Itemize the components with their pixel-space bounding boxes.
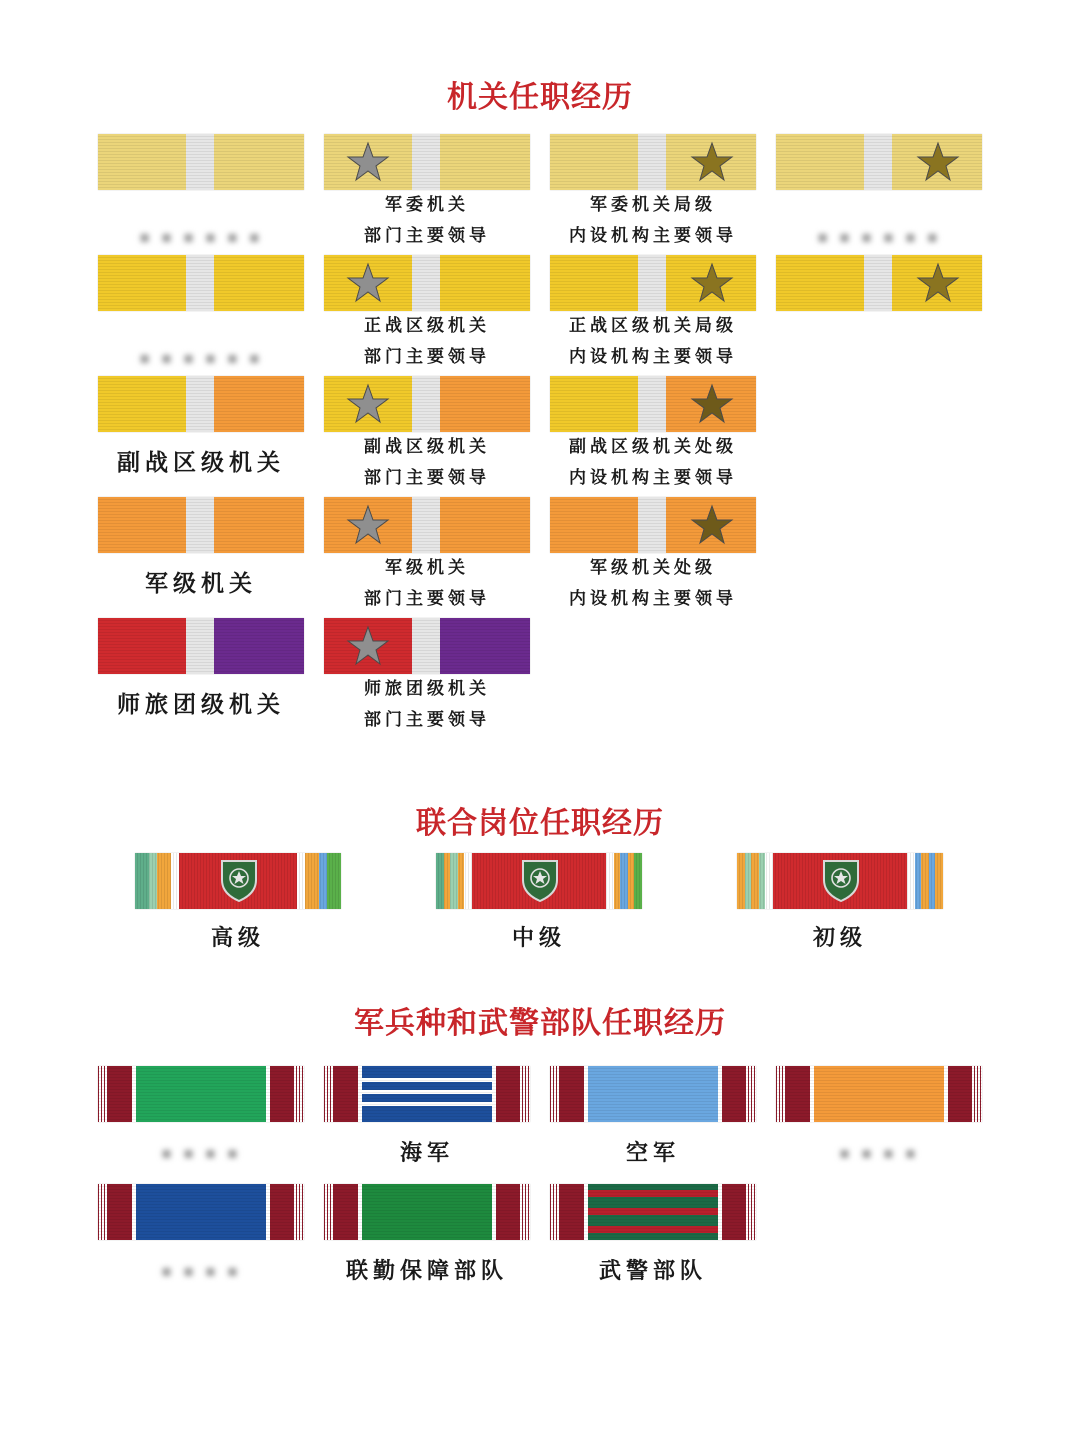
ribbon-white-line: [944, 1066, 948, 1122]
ribbon-maroon-band: [270, 1184, 294, 1240]
joint-stripe: [921, 853, 929, 909]
ribbon-center-stripe: [412, 618, 440, 674]
ribbon-maroon-band: [108, 1066, 132, 1122]
joint-stripe: [737, 853, 745, 909]
ribbon-center-stripe: [186, 376, 214, 432]
joint-level-label: 高级: [210, 925, 265, 951]
ribbon-center-band: [362, 1184, 492, 1240]
joint-stripe: [751, 853, 759, 909]
branch-label: 空军: [625, 1140, 680, 1166]
organ-ribbon: [98, 134, 304, 190]
ribbon-white-line: [718, 1066, 722, 1122]
emblem-shield-icon: [822, 858, 860, 902]
emblem-shield-icon: [220, 858, 258, 902]
ribbon-label-line: 军委机关局级: [590, 195, 716, 215]
star-icon: [916, 140, 960, 184]
ribbon-label-line: 内设机构主要领导: [569, 468, 737, 488]
ribbon-white-line: [362, 1078, 492, 1082]
organ-ribbon: [98, 255, 304, 311]
ribbon-center-stripe: [186, 497, 214, 553]
ribbon-maroon-band: [334, 1184, 358, 1240]
ribbon-maroon-band: [560, 1066, 584, 1122]
joint-stripe: [436, 853, 444, 909]
organ-ribbon: [324, 255, 530, 311]
joint-stripe: [171, 853, 179, 909]
organ-ribbon: [324, 618, 530, 674]
ribbon-label-line: 内设机构主要领导: [569, 589, 737, 609]
ribbon-center-stripe: [638, 255, 666, 311]
ribbon-right-band: [440, 255, 530, 311]
ribbon-label: 师旅团级机关: [117, 691, 285, 718]
star-icon: [346, 382, 390, 426]
ribbon-center-stripe: [864, 255, 892, 311]
joint-stripe: [135, 853, 149, 909]
joint-stripe: [149, 853, 157, 909]
joint-stripe: [297, 853, 305, 909]
ribbon-center-stripe: [412, 134, 440, 190]
ribbon-maroon-band: [722, 1066, 746, 1122]
joint-stripe: [606, 853, 614, 909]
star-icon: [690, 382, 734, 426]
star-icon: [346, 503, 390, 547]
ribbon-label-line: 部门主要领导: [364, 710, 490, 730]
ribbon-label-line: 部门主要领导: [364, 226, 490, 246]
ribbon-center-band: [588, 1184, 718, 1240]
organ-ribbon: [98, 497, 304, 553]
blurred-label: ▪ ▪ ▪ ▪: [161, 1261, 241, 1280]
joint-stripe: [464, 853, 472, 909]
section-title-organ: 机关任职经历: [447, 80, 633, 115]
blurred-label: ▪ ▪ ▪ ▪: [839, 1143, 919, 1162]
ribbon-maroon-band: [334, 1066, 358, 1122]
joint-level-label: 初级: [812, 925, 867, 951]
ribbon-left-band: [98, 134, 186, 190]
ribbon-label-line: 师旅团级机关: [364, 679, 490, 699]
ribbon-white-line: [362, 1102, 492, 1106]
branch-ribbon: [98, 1184, 304, 1240]
ribbon-center-band: [362, 1066, 492, 1122]
organ-ribbon: [98, 376, 304, 432]
star-icon: [690, 261, 734, 305]
branch-ribbon: [776, 1066, 982, 1122]
organ-ribbon: [98, 618, 304, 674]
section-title-branch: 军兵种和武警部队任职经历: [354, 1006, 726, 1041]
section-title-joint: 联合岗位任职经历: [416, 806, 664, 841]
joint-stripe: [620, 853, 628, 909]
ribbon-label: 军级机关: [145, 570, 257, 597]
joint-stripe: [319, 853, 327, 909]
ribbon-left-band: [98, 618, 186, 674]
star-icon: [916, 261, 960, 305]
ribbon-maroon-band: [270, 1066, 294, 1122]
ribbon-maroon-band: [560, 1184, 584, 1240]
joint-stripe: [614, 853, 620, 909]
ribbon-right-band: [440, 497, 530, 553]
blurred-label: ▪ ▪ ▪ ▪ ▪ ▪: [139, 227, 263, 246]
joint-stripe: [915, 853, 921, 909]
blurred-label: ▪ ▪ ▪ ▪ ▪ ▪: [139, 348, 263, 367]
organ-ribbon: [324, 134, 530, 190]
organ-ribbon: [324, 497, 530, 553]
ribbon-white-line: [362, 1090, 492, 1094]
blurred-label: ▪ ▪ ▪ ▪ ▪ ▪: [817, 227, 941, 246]
ribbon-label-line: 正战区级机关: [364, 316, 490, 336]
joint-stripe: [157, 853, 171, 909]
emblem-shield-icon: [521, 858, 559, 902]
ribbon-center-stripe: [186, 255, 214, 311]
branch-ribbon: [550, 1066, 756, 1122]
branch-label: 联勤保障部队: [345, 1258, 508, 1284]
ribbon-label-line: 部门主要领导: [364, 589, 490, 609]
joint-stripe: [628, 853, 634, 909]
joint-stripe: [929, 853, 935, 909]
ribbon-center-band: [136, 1066, 266, 1122]
organ-ribbon: [776, 255, 982, 311]
ribbon-left-band: [98, 497, 186, 553]
ribbon-left-band: [550, 255, 638, 311]
ribbon-white-line: [492, 1184, 496, 1240]
ribbon-maroon-band: [948, 1066, 972, 1122]
ribbon-label-line: 军级机关: [385, 558, 469, 578]
organ-ribbon: [776, 134, 982, 190]
joint-ribbon: [135, 853, 341, 909]
ribbon-center-stripe: [186, 618, 214, 674]
star-icon: [346, 261, 390, 305]
organ-ribbon: [324, 376, 530, 432]
organ-ribbon: [550, 497, 756, 553]
branch-label: 武警部队: [598, 1258, 707, 1284]
organ-ribbon: [550, 376, 756, 432]
joint-stripe: [327, 853, 341, 909]
joint-level-label: 中级: [511, 925, 566, 951]
organ-ribbon: [550, 134, 756, 190]
joint-ribbon: [737, 853, 943, 909]
ribbon-right-band: [440, 618, 530, 674]
ribbon-left-band: [776, 134, 864, 190]
ribbon-label-line: 副战区级机关: [364, 437, 490, 457]
star-icon: [690, 140, 734, 184]
joint-stripe: [450, 853, 458, 909]
branch-ribbon: [324, 1066, 530, 1122]
ribbon-label-line: 军委机关: [385, 195, 469, 215]
ribbon-right-band: [214, 134, 304, 190]
ribbon-maroon-band: [108, 1184, 132, 1240]
ribbon-center-stripe: [412, 376, 440, 432]
ribbon-center-band: [814, 1066, 944, 1122]
ribbon-center-stripe: [186, 134, 214, 190]
ribbon-white-line: [718, 1184, 722, 1240]
ribbon-label: 副战区级机关: [117, 449, 285, 476]
ribbon-label-line: 正战区级机关局级: [569, 316, 737, 336]
ribbon-center-stripe: [412, 255, 440, 311]
ribbon-center-stripe: [638, 376, 666, 432]
ribbon-left-band: [550, 376, 638, 432]
ribbon-right-band: [440, 134, 530, 190]
ribbon-white-line: [266, 1184, 270, 1240]
joint-stripe: [907, 853, 915, 909]
ribbon-label-line: 军级机关处级: [590, 558, 716, 578]
branch-ribbon: [324, 1184, 530, 1240]
ribbon-maroon-band: [496, 1066, 520, 1122]
joint-stripe: [634, 853, 642, 909]
ribbon-red-line: [588, 1226, 718, 1233]
star-icon: [346, 624, 390, 668]
ribbon-label-line: 部门主要领导: [364, 347, 490, 367]
ribbon-red-line: [588, 1190, 718, 1197]
ribbon-maroon-band: [722, 1184, 746, 1240]
ribbon-white-line: [492, 1066, 496, 1122]
ribbon-center-stripe: [638, 134, 666, 190]
joint-stripe: [765, 853, 773, 909]
joint-stripe: [935, 853, 943, 909]
branch-label: 海军: [399, 1140, 454, 1166]
ribbon-right-band: [214, 497, 304, 553]
ribbon-right-band: [440, 376, 530, 432]
ribbon-center-stripe: [864, 134, 892, 190]
blurred-label: ▪ ▪ ▪ ▪: [161, 1143, 241, 1162]
ribbon-center-stripe: [412, 497, 440, 553]
ribbon-center-stripe: [638, 497, 666, 553]
star-icon: [690, 503, 734, 547]
ribbon-label-line: 部门主要领导: [364, 468, 490, 488]
ribbon-label-line: 内设机构主要领导: [569, 226, 737, 246]
ribbon-right-band: [214, 255, 304, 311]
ribbon-left-band: [98, 255, 186, 311]
ribbon-right-band: [214, 618, 304, 674]
ribbon-white-line: [266, 1066, 270, 1122]
organ-ribbon: [550, 255, 756, 311]
ribbon-right-band: [214, 376, 304, 432]
ribbon-left-band: [550, 497, 638, 553]
ribbon-left-band: [550, 134, 638, 190]
ribbon-left-band: [776, 255, 864, 311]
ribbon-label-line: 副战区级机关处级: [569, 437, 737, 457]
ribbon-left-band: [98, 376, 186, 432]
branch-ribbon: [550, 1184, 756, 1240]
ribbon-red-line: [588, 1208, 718, 1215]
ribbon-center-band: [136, 1184, 266, 1240]
joint-ribbon: [436, 853, 642, 909]
ribbon-center-band: [588, 1066, 718, 1122]
joint-stripe: [305, 853, 319, 909]
ribbon-label-line: 内设机构主要领导: [569, 347, 737, 367]
branch-ribbon: [98, 1066, 304, 1122]
star-icon: [346, 140, 390, 184]
ribbon-maroon-band: [496, 1184, 520, 1240]
ribbon-maroon-band: [786, 1066, 810, 1122]
